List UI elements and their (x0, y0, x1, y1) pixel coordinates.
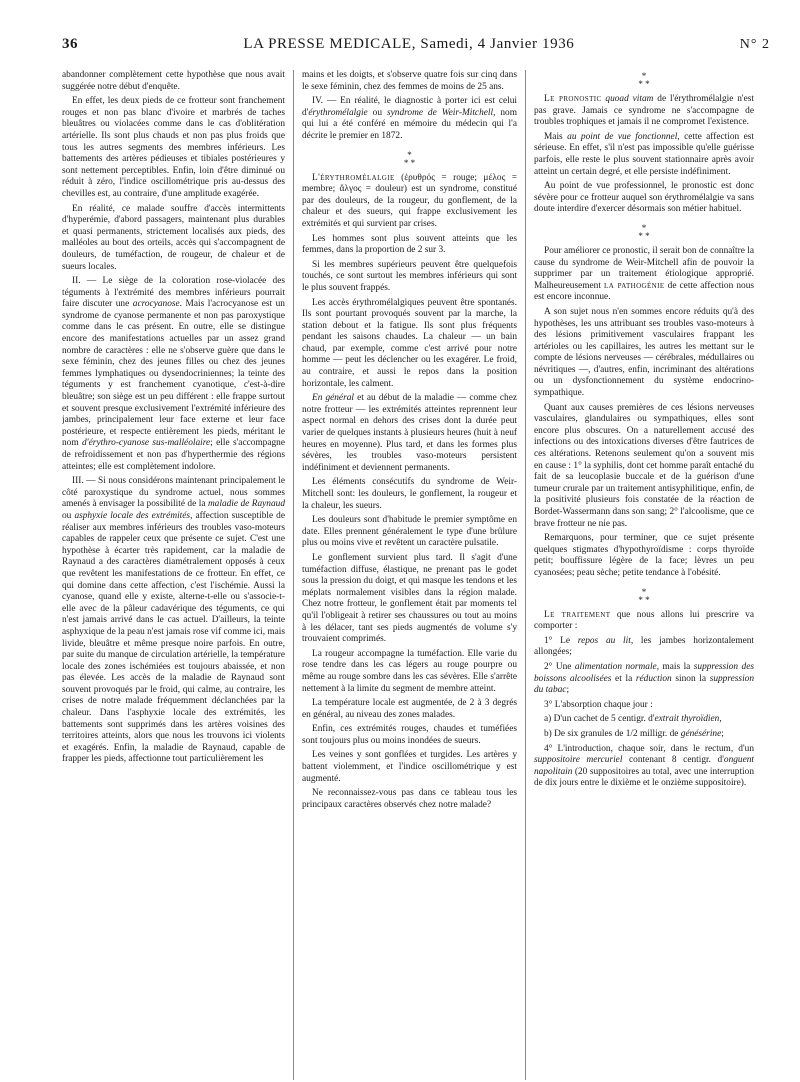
paragraph: II. — Le siège de la coloration rose-violacée des téguments à l'extrémité des membres inférieurs pourrait faire discuter une acrocyanose. Mais l'acrocyanose est un syndrome de cyanose permanente et non pas paroxystique comme dans le cas présent. En outre, elle se distingue encore des manifestations actuelles par un assez grand nombre de caractères : elle ne s'observe guère que dans le sexe féminin, chez des jeunes filles ou chez des jeunes femmes lymphatiques ou dysendocriniennes; la teinte des téguments y est franchement cyanotique, c'est-à-dire bleuâtre; son siège est un peu différent : elle frappe surtout et souvent presque exclusivement l'extrémité inférieure des jambes, principalement leur face externe et leur face postérieure, et respecte entièrement les pieds, méritant le nom d'érythro-cyanose sus-malléolaire; elle s'accompagne de refroidissement et non pas d'hyperthermie des régions atteintes; elle est complètement indolore. (62, 276, 285, 472)
paragraph: abandonner complètement cette hypothèse que nous avait suggérée notre début d'enquête. (62, 70, 285, 92)
paragraph: Les éléments consécutifs du syndrome de Weir-Mitchell sont: les douleurs, le gonflement, la rougeur et la chaleur, les sueurs. (302, 477, 517, 511)
paragraph: Mais au point de vue fonctionnel, cette affection est sérieuse. En effet, s'il n'est pas impossible qu'elle guérisse parfois, elle reste le plus souvent stationnaire après avoir atteint un certain degré, et elle persiste indéfiniment. (534, 131, 755, 177)
section-separator: * * * (403, 149, 416, 168)
paragraph: Quant aux causes premières de ces lésions nerveuses vasculaires, glandulaires ou sympathiques, elles sont encore plus obscures. On a naturellement accusé des infections ou des intoxications diverses d'être fautrices de ces altérations. Retenons seulement qu'on a souvent mis en cause : 1° la syphilis, dont cet homme paraît entaché du fait de sa leucoplasie buccale et de la guérison d'une tumeur crurale par un traitement antisyphilitique, enfin, de la positivité plusieurs fois constatée de la réaction de Bordet-Wassermann dans son sang; 2° l'alcoolisme, que ce brave frotteur ne nie pas. (534, 402, 754, 529)
column-2 (294, 70, 526, 1080)
paragraph: En effet, les deux pieds de ce frotteur sont franchement rouges et non pas blanc d'ivoire et marbrés de taches bleuâtres ou violacées comme dans le cas d'oblitération artérielle. Ils sont plus chauds et non pas plus froids que tous les autres segments des membres inférieurs. Les battements des artères pédieuses et tibiales postérieures y sont nettement perceptibles. Enfin, loin d'être diminué ou réduit à zéro, l'indice oscillométrique pris au-dessus des chevilles est, au contraire, d'une amplitude exagérée. (62, 96, 285, 199)
paragraph: Remarquons, pour terminer, que ce sujet présente quelques stigmates d'hypothyroïdisme : corps thyroïde petit; bouffissure légère de la face; lèvres un peu cyanosées; peau sèche; petite tendance à l'obésité. (534, 533, 754, 578)
running-title: LA PRESSE MEDICALE, Samedi, 4 Janvier 1936 (243, 36, 575, 52)
paragraph: Le gonflement survient plus tard. Il s'agit d'une tuméfaction diffuse, élastique, ne prenant pas le godet sous la pression du doigt, et qui masque les tendons et les méplats normalement visibles dans la région malade. Chez notre frotteur, le gonflement était par moments tel qu'il l'obligeait à retirer ses chaussures ou tout au moins à les délacer, tant ses pieds augmentés de volume s'y trouvaient comprimés. (302, 552, 517, 645)
section-separator: * * * (638, 222, 650, 241)
paragraph: Ne reconnaissez-vous pas dans ce tableau tous les principaux caractères observés chez notre malade? (302, 788, 517, 810)
list-item: 1° Le repos au lit, les jambes horizontalement allongées; (534, 635, 754, 658)
section-separator: * * * (638, 71, 650, 89)
paragraph: mains et les doigts, et s'observe quatre fois sur cinq dans le sexe féminin, chez des femmes de moins de 25 ans. (302, 70, 517, 92)
list-item: 3° L'absorption chaque jour : (544, 699, 653, 710)
issue-number: N° 2 (739, 37, 770, 52)
paragraph: III. — Si nous considérons maintenant principalement le côté paroxystique du syndrome actuel, nous sommes amenés à envisager la possibilité de la maladie de Raynaud ou asphyxie locale des extrémités, affection susceptible de réaliser aux membres inférieurs des troubles vaso-moteurs capables de rappeler ceux que présente ce sujet. C'est une hypothèse à écarter très rapidement, car la maladie de Raynaud a des caractères diamétralement opposés à ceux que revêtent les manifestations de ce frotteur. En effet, ce qui domine dans cette affection, c'est l'ischémie. Aussi la cyanose, quand elle y existe, alterne-t-elle ou s'associe-t-elle avec de la pâleur cadavérique des téguments, ce qui n'est jamais arrivé dans le cas actuel. D'ailleurs, la teinte asphyxique de la peau n'est jamais rose vif comme ici, mais livide, bleuâtre et même presque noire parfois. En outre, par suite du manque de circulation artérielle, la température locale des zones ischémiées est toujours abaissée, et non pas élevée. Les accès de la maladie de Raynaud sont souvent provoqués par le froid, qui calme, au contraire, les crises de notre malade fréquemment déclanchées par la chaleur. Dans l'asphyxie locale des extrémités, les battements sont supprimés dans les artères voisines des territoires atteints, alors que nous les trouvons ici violents et exagérés. Enfin, la maladie de Raynaud, capable de frapper les pieds, affectionne tout particulièrement les (62, 476, 286, 765)
paragraph: Pour améliorer ce pronostic, il serait bon de connaître la cause du syndrome de Weir-Mitchell afin de pouvoir la supprimer par un traitement étiologique approprié. Malheureusement la pathogénie de cette affection nous est encore inconnue. (534, 245, 755, 303)
column-3 (526, 70, 762, 1080)
paragraph: Le traitement que nous allons lui prescrire va comporter : (534, 609, 755, 632)
paragraph: En réalité, ce malade souffre d'accès intermittents d'hyperémie, d'abord passagers, maintenant plus durables et quasi permanents, strictement localisés aux pieds, des malléoles au bout des orteils, accès qui s'accompagnent de douleurs, de tuméfaction, de rougeur, de chaleur et de sueurs locales. (62, 203, 285, 272)
section-separator: * * * (638, 586, 650, 605)
paragraph: Enfin, ces extrémités rouges, chaudes et tuméfiées sont toujours plus ou moins inondées de sueurs. (302, 724, 517, 746)
paragraph: IV. — En réalité, le diagnostic à porter ici est celui d'érythromélalgie ou syndrome de Weir-Mitchell, nom qui lui a été conféré en mémoire du médecin qui l'a décrite le premier en 1872. (302, 96, 517, 141)
paragraph: Si les membres supérieurs peuvent être quelquefois touchés, ce sont surtout les membres inférieurs qui sont le plus souvent frappés. (302, 259, 517, 293)
paragraph: Les hommes sont plus souvent atteints que les femmes, dans la proportion de 2 sur 3. (302, 233, 517, 256)
paragraph: La rougeur accompagne la tuméfaction. Elle varie du rose tendre dans les cas légers au rouge pourpre ou même au rouge sombre dans les cas sévères. Elle s'arrête nettement à la limite du segment de membre atteint. (302, 648, 517, 694)
page-header (62, 36, 770, 70)
list-item: b) De six granules de 1/2 milligr. de génésérine; (544, 728, 724, 739)
column-1 (62, 70, 294, 1080)
page-number: 36 (62, 36, 78, 52)
paragraph: Les douleurs sont d'habitude le premier symptôme en date. Elles prennent généralement le type d'une brûlure plus ou moins vive et revêtent un caractère pulsatile. (302, 515, 517, 549)
list-item: a) D'un cachet de 5 centigr. d'extrait thyroïdien, (544, 714, 722, 725)
article-columns (62, 70, 770, 1080)
paragraph: La température locale est augmentée, de 2 à 3 degrés en général, au niveau des zones malades. (302, 698, 517, 720)
paragraph: A son sujet nous n'en sommes encore réduits qu'à des hypothèses, les uns attribuant ses troubles vaso-moteurs à des lésions primitivement vasculaires frappant les artérioles ou les capillaires, les autres les mettant sur le compte de lésions nerveuses — cérébrales, médullaires ou névritiques —, d'autres, enfin, incriminant des altérations ou un dysfonctionnement du système endocrino-sympathique. (534, 306, 754, 399)
paragraph: L'érythromélalgie (ἐρυθρός = rouge; μέλος = membre; ἄλγος = douleur) est un syndrome, constitué par des douleurs, de la rougeur, du gonflement, de la chaleur et des sueurs, qui frappe exclusivement les extrémités et qui survient par crises. (302, 172, 517, 229)
paragraph: Le pronostic quoad vitam de l'érythromélalgie n'est pas grave. Jamais ce syndrome ne s'accompagne de troubles trophiques et jamais il ne compromet l'existence. (534, 94, 754, 128)
list-item: 4° L'introduction, chaque soir, dans le rectum, d'un suppositoire mercuriel contenant 8 centigr. d'onguent napolitain (20 suppositoires au total, avec une interruption de dix jours entre le dixième et le onzième suppositoire). (534, 743, 754, 789)
treatment-list (534, 636, 754, 790)
paragraph: Au point de vue professionnel, le pronostic est donc sévère pour ce frotteur auquel son érythromélalgie va sans doute interdire d'exercer désormais son métier habituel. (534, 181, 754, 215)
paragraph: Les accès érythromélalgiques peuvent être spontanés. Ils sont pourtant provoqués souvent par la marche, la station debout et la fatigue. Ils sont plus fréquents pendant les saisons chaudes. La chaleur — un bain chaud, par exemple, comme c'est arrivé pour notre homme — peut les déclencher ou les exagérer. Le froid, au contraire, et aussi le repos dans la position horizontale, les calment. (302, 297, 517, 389)
paragraph: Les veines y sont gonflées et turgides. Les artères y battent violemment, et l'indice oscillométrique y est augmenté. (302, 750, 517, 784)
list-item: 2° Une alimentation normale, mais la suppression des boissons alcoolisées et la réduction sinon la suppression du tabac; (534, 661, 755, 696)
paragraph: En général et au début de la maladie — comme chez notre frotteur — les extrémités atteintes reprennent leur aspect normal en dehors des crises dont la durée peut varier de quelques instants à plusieurs heures (huit à neuf heures en moyenne). Plus tard, et dans les formes plus sévères, les troubles vaso-moteurs persistent indéfiniment et deviennent permanents. (302, 393, 517, 473)
